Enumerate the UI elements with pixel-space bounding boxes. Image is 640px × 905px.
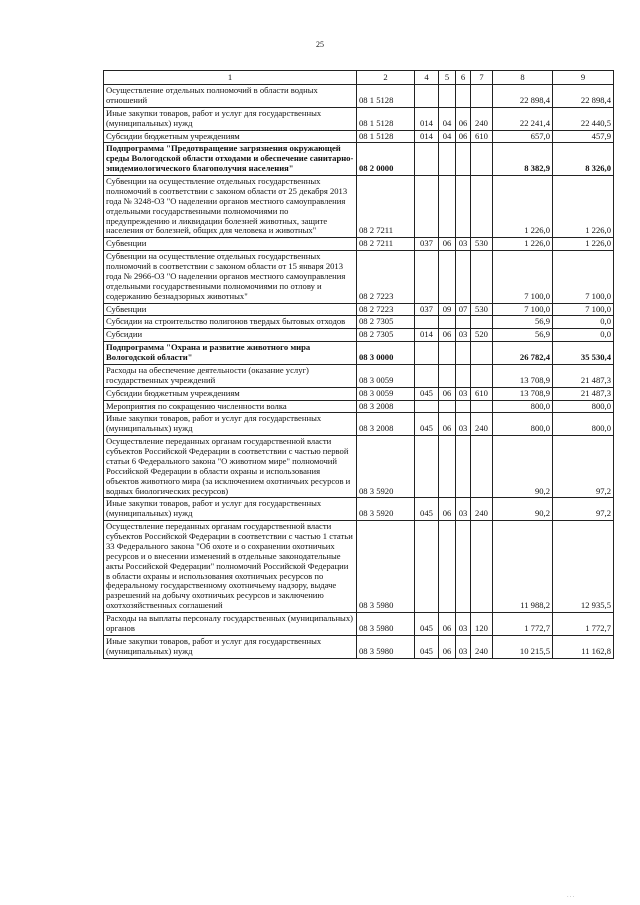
subsection-code: 03 (456, 413, 471, 436)
expense-type-code: 240 (471, 635, 493, 658)
subsection-code (456, 316, 471, 329)
section-code (439, 85, 456, 108)
department-code (415, 364, 439, 387)
table-row (104, 521, 614, 613)
section-code (439, 364, 456, 387)
row-name: Осуществление переданных органам государственной власти субъектов Российской Федерации в соответствии с частью первой статьи 6 Федерального закона "О животном мире" полномочий Российской Федерации в области охраны и использования объектов животного мира (за исключением охотничьих ресурсов и водных биологических ресурсов) (104, 436, 357, 498)
row-name: Осуществление отдельных полномочий в области водных отношений (104, 85, 357, 108)
target-article-code: 08 2 7211 (357, 238, 415, 251)
row-name: Иные закупки товаров, работ и услуг для государственных (муниципальных) нужд (104, 107, 357, 130)
amount-col-9: 7 100,0 (553, 303, 614, 316)
row-name: Субсидии бюджетным учреждениям (104, 387, 357, 400)
amount-col-9: 8 326,0 (553, 143, 614, 176)
section-code (439, 251, 456, 303)
table-row (104, 329, 614, 342)
target-article-code: 08 3 0059 (357, 387, 415, 400)
department-code: 045 (415, 613, 439, 636)
target-article-code: 08 3 5920 (357, 498, 415, 521)
expense-type-code: 610 (471, 130, 493, 143)
table-row (104, 143, 614, 176)
target-article-code: 08 3 5920 (357, 436, 415, 498)
amount-col-8: 1 226,0 (493, 238, 553, 251)
target-article-code: 08 1 5128 (357, 85, 415, 108)
table-row (104, 176, 614, 238)
amount-col-8: 800,0 (493, 400, 553, 413)
table-row (104, 498, 614, 521)
row-name: Субвенции на осуществление отдельных государственных полномочий в соответствии с законом области от 15 января 2013 года № 2966-ОЗ "О наделении органов местного самоуправления отдельными государственными полномочиями по отлову и содержанию безнадзорных животных" (104, 251, 357, 303)
amount-col-8: 1 226,0 (493, 176, 553, 238)
subsection-code: 03 (456, 238, 471, 251)
row-name: Подпрограмма "Охрана и развитие животного мира Вологодской области" (104, 342, 357, 365)
amount-col-8: 800,0 (493, 413, 553, 436)
section-code: 06 (439, 329, 456, 342)
amount-col-9: 22 440,5 (553, 107, 614, 130)
amount-col-9: 21 487,3 (553, 387, 614, 400)
target-article-code: 08 2 7223 (357, 303, 415, 316)
table-row (104, 303, 614, 316)
table-row (104, 251, 614, 303)
section-code: 04 (439, 107, 456, 130)
department-code (415, 400, 439, 413)
amount-col-9: 800,0 (553, 400, 614, 413)
subsection-code (456, 436, 471, 498)
section-code (439, 342, 456, 365)
expense-type-code (471, 143, 493, 176)
table-row (104, 436, 614, 498)
department-code: 045 (415, 635, 439, 658)
section-code: 04 (439, 130, 456, 143)
expense-type-code: 520 (471, 329, 493, 342)
expense-type-code: 240 (471, 413, 493, 436)
table-row (104, 613, 614, 636)
amount-col-9: 1 772,7 (553, 613, 614, 636)
table-row (104, 107, 614, 130)
section-code (439, 436, 456, 498)
amount-col-8: 11 988,2 (493, 521, 553, 613)
subsection-code: 03 (456, 635, 471, 658)
row-name: Субвенции (104, 303, 357, 316)
table-body (104, 71, 614, 659)
row-name: Расходы на выплаты персоналу государственных (муниципальных) органов (104, 613, 357, 636)
subsection-code: 07 (456, 303, 471, 316)
amount-col-8: 90,2 (493, 436, 553, 498)
row-name: Расходы на обеспечение деятельности (оказание услуг) государственных учреждений (104, 364, 357, 387)
subsection-code (456, 143, 471, 176)
amount-col-9: 0,0 (553, 329, 614, 342)
table-row (104, 130, 614, 143)
subsection-code (456, 364, 471, 387)
page-number: 25 (316, 40, 324, 49)
subsection-code: 06 (456, 107, 471, 130)
amount-col-9: 97,2 (553, 498, 614, 521)
amount-col-8: 7 100,0 (493, 251, 553, 303)
section-code: 06 (439, 413, 456, 436)
expense-type-code (471, 364, 493, 387)
amount-col-9: 1 226,0 (553, 176, 614, 238)
department-code (415, 176, 439, 238)
row-name: Субсидии (104, 329, 357, 342)
expense-type-code (471, 342, 493, 365)
subsection-code: 06 (456, 130, 471, 143)
section-code (439, 316, 456, 329)
amount-col-8: 90,2 (493, 498, 553, 521)
amount-col-8: 22 241,4 (493, 107, 553, 130)
amount-col-9: 35 530,4 (553, 342, 614, 365)
subsection-code (456, 400, 471, 413)
expense-type-code: 120 (471, 613, 493, 636)
table-row (104, 387, 614, 400)
section-code: 06 (439, 635, 456, 658)
amount-col-8: 26 782,4 (493, 342, 553, 365)
amount-col-8: 13 708,9 (493, 364, 553, 387)
corner-mark: · · · (567, 895, 575, 900)
target-article-code: 08 2 7305 (357, 316, 415, 329)
amount-col-9: 21 487,3 (553, 364, 614, 387)
budget-table (103, 70, 614, 659)
target-article-code: 08 1 5128 (357, 107, 415, 130)
department-code (415, 521, 439, 613)
expense-type-code (471, 400, 493, 413)
amount-col-9: 12 935,5 (553, 521, 614, 613)
target-article-code: 08 3 2008 (357, 413, 415, 436)
amount-col-9: 1 226,0 (553, 238, 614, 251)
target-article-code: 08 3 5980 (357, 613, 415, 636)
section-code: 06 (439, 387, 456, 400)
department-code (415, 316, 439, 329)
department-code: 045 (415, 498, 439, 521)
target-article-code: 08 2 7211 (357, 176, 415, 238)
target-article-code: 08 2 0000 (357, 143, 415, 176)
expense-type-code (471, 521, 493, 613)
subsection-code (456, 251, 471, 303)
amount-col-8: 657,0 (493, 130, 553, 143)
department-code: 037 (415, 303, 439, 316)
department-code (415, 436, 439, 498)
section-code: 09 (439, 303, 456, 316)
amount-col-8: 7 100,0 (493, 303, 553, 316)
subsection-code (456, 342, 471, 365)
subsection-code: 03 (456, 329, 471, 342)
row-name: Субсидии бюджетным учреждениям (104, 130, 357, 143)
row-name: Мероприятия по сокращению численности волка (104, 400, 357, 413)
row-name: Иные закупки товаров, работ и услуг для государственных (муниципальных) нужд (104, 413, 357, 436)
table-row (104, 316, 614, 329)
department-code (415, 85, 439, 108)
subsection-code (456, 176, 471, 238)
section-code (439, 400, 456, 413)
row-name: Осуществление переданных органам государственной власти субъектов Российской Федерации в соответствии с частью 1 статьи 33 Федерального закона "Об охоте и о сохранении охотничьих ресурсов и о внесении изменений в отдельные законодательные акты Российской Федерации" полномочий Российской Федерации в области охраны и использования охотничьих ресурсов по федеральному государственному охотничьему надзору, выдаче разрешений на добычу охотничьих ресурсов и заключению охотхозяйственных соглашений (104, 521, 357, 613)
section-code (439, 143, 456, 176)
department-code: 045 (415, 387, 439, 400)
amount-col-9: 0,0 (553, 316, 614, 329)
table-row (104, 413, 614, 436)
table-row (104, 635, 614, 658)
section-code: 06 (439, 498, 456, 521)
row-name: Иные закупки товаров, работ и услуг для государственных (муниципальных) нужд (104, 635, 357, 658)
target-article-code: 08 3 0000 (357, 342, 415, 365)
amount-col-8: 8 382,9 (493, 143, 553, 176)
header-cell: 5 (439, 71, 456, 85)
header-cell: 2 (357, 71, 415, 85)
section-code (439, 521, 456, 613)
amount-col-8: 56,9 (493, 316, 553, 329)
subsection-code: 03 (456, 387, 471, 400)
target-article-code: 08 2 7223 (357, 251, 415, 303)
table-row (104, 342, 614, 365)
amount-col-8: 56,9 (493, 329, 553, 342)
subsection-code (456, 521, 471, 613)
subsection-code: 03 (456, 613, 471, 636)
target-article-code: 08 3 0059 (357, 364, 415, 387)
table-row (104, 400, 614, 413)
department-code (415, 342, 439, 365)
row-name: Подпрограмма "Предотвращение загрязнения окружающей среды Вологодской области отходами и обеспечение санитарно-эпидемиологического благополучия населения" (104, 143, 357, 176)
department-code (415, 143, 439, 176)
header-cell: 9 (553, 71, 614, 85)
section-code (439, 176, 456, 238)
target-article-code: 08 3 5980 (357, 635, 415, 658)
department-code: 014 (415, 329, 439, 342)
row-name: Иные закупки товаров, работ и услуг для государственных (муниципальных) нужд (104, 498, 357, 521)
expense-type-code: 610 (471, 387, 493, 400)
amount-col-9: 457,9 (553, 130, 614, 143)
expense-type-code (471, 436, 493, 498)
table-row (104, 364, 614, 387)
department-code: 045 (415, 413, 439, 436)
expense-type-code: 530 (471, 238, 493, 251)
expense-type-code (471, 176, 493, 238)
header-cell: 7 (471, 71, 493, 85)
amount-col-9: 11 162,8 (553, 635, 614, 658)
amount-col-9: 22 898,4 (553, 85, 614, 108)
amount-col-9: 800,0 (553, 413, 614, 436)
row-name: Субсидии на строительство полигонов твердых бытовых отходов (104, 316, 357, 329)
amount-col-8: 10 215,5 (493, 635, 553, 658)
subsection-code (456, 85, 471, 108)
amount-col-9: 7 100,0 (553, 251, 614, 303)
section-code: 06 (439, 238, 456, 251)
expense-type-code: 240 (471, 498, 493, 521)
target-article-code: 08 2 7305 (357, 329, 415, 342)
target-article-code: 08 3 5980 (357, 521, 415, 613)
department-code: 014 (415, 130, 439, 143)
amount-col-8: 22 898,4 (493, 85, 553, 108)
header-row (104, 71, 614, 85)
expense-type-code: 530 (471, 303, 493, 316)
header-cell: 1 (104, 71, 357, 85)
amount-col-8: 1 772,7 (493, 613, 553, 636)
expense-type-code (471, 251, 493, 303)
department-code: 037 (415, 238, 439, 251)
header-cell: 8 (493, 71, 553, 85)
expense-type-code: 240 (471, 107, 493, 130)
table-row (104, 238, 614, 251)
amount-col-9: 97,2 (553, 436, 614, 498)
table-row (104, 85, 614, 108)
expense-type-code (471, 85, 493, 108)
expense-type-code (471, 316, 493, 329)
row-name: Субвенции (104, 238, 357, 251)
department-code: 014 (415, 107, 439, 130)
target-article-code: 08 1 5128 (357, 130, 415, 143)
header-cell: 6 (456, 71, 471, 85)
target-article-code: 08 3 2008 (357, 400, 415, 413)
header-cell: 4 (415, 71, 439, 85)
amount-col-8: 13 708,9 (493, 387, 553, 400)
subsection-code: 03 (456, 498, 471, 521)
section-code: 06 (439, 613, 456, 636)
department-code (415, 251, 439, 303)
row-name: Субвенции на осуществление отдельных государственных полномочий в соответствии с законом области от 25 декабря 2013 года № 3248-ОЗ "О наделении органов местного самоуправления отдельными государственными полномочиями по предупреждению и ликвидации болезней животных, защите населения от болезней, общих для человека и животных" (104, 176, 357, 238)
